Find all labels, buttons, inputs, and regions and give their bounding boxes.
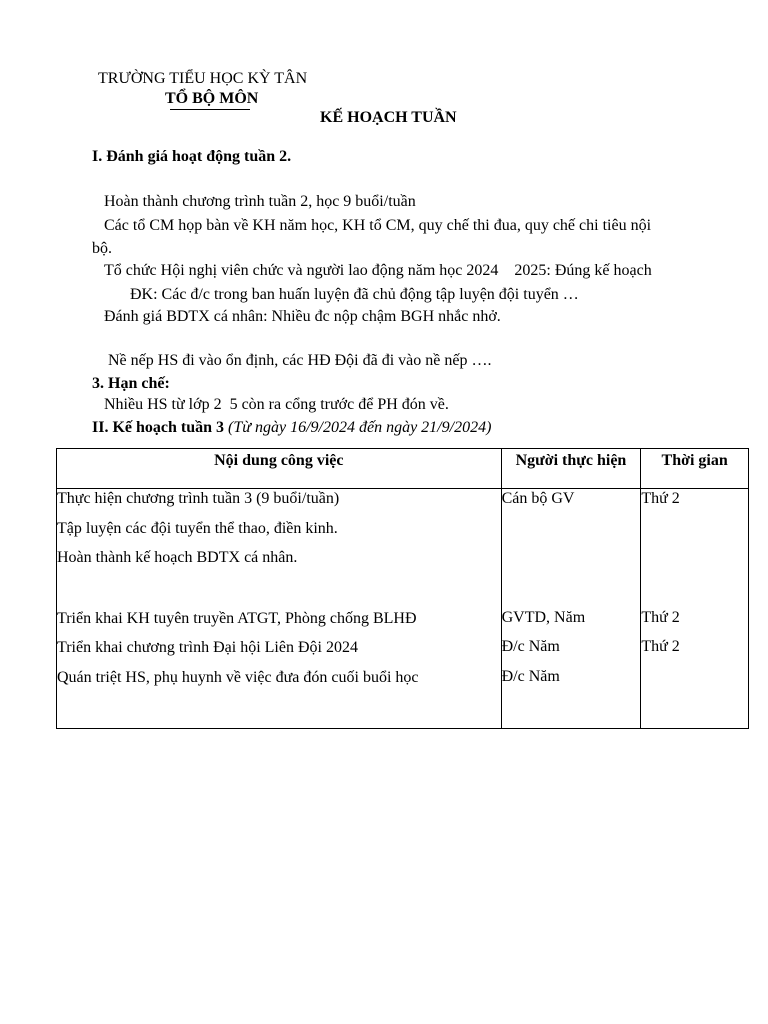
school-name: TRƯỜNG TIỂU HỌC KỲ TÂN	[98, 70, 308, 87]
section1-line: Hoàn thành chương trình tuần 2, học 9 buổi/tuần	[104, 193, 416, 210]
section2-title: II. Kế hoạch tuần 3	[92, 419, 225, 436]
department-underline	[170, 109, 250, 110]
section1-line: Nề nếp HS đi vào ổn định, các HĐ Đội đã đi vào nề nếp ….	[108, 352, 492, 369]
content-line: Tập luyện các đội tuyển thể thao, điền kinh.	[57, 519, 338, 537]
time-line: Thứ 2	[641, 638, 680, 655]
content-line: Quán triệt HS, phụ huynh về việc đưa đón cuối buổi học	[57, 668, 419, 686]
person-line: GVTD, Năm	[501, 608, 586, 626]
section3-line: Nhiều HS từ lớp 2 5 còn ra cổng trước để PH đón về.	[104, 396, 449, 413]
weekly-plan-table	[56, 448, 749, 729]
content-line: Triển khai KH tuyên truyền ATGT, Phòng chống BLHĐ	[57, 609, 417, 627]
person-line: Cán bộ GV	[501, 490, 575, 507]
content-line: Thực hiện chương trình tuần 3 (9 buổi/tuần)	[57, 490, 340, 507]
section1-line: bộ.	[92, 240, 112, 257]
content-line: Hoàn thành kế hoạch BDTX cá nhân.	[57, 549, 298, 566]
section1-line: ĐK: Các đ/c trong ban huấn luyện đã chủ động tập luyện đội tuyển …	[130, 286, 579, 303]
table-row	[57, 489, 749, 729]
section1-line: Tổ chức Hội nghị viên chức và người lao động năm học 2024 2025: Đúng kế hoạch	[104, 262, 652, 279]
document-title: KẾ HOẠCH TUẦN	[320, 109, 457, 126]
time-line: Thứ 2	[641, 490, 680, 507]
content-line: Triển khai chương trình Đại hội Liên Đội 2024	[57, 639, 358, 656]
person-line: Đ/c Năm	[501, 667, 560, 685]
content-cell	[57, 489, 502, 729]
header-time: Thời gian	[641, 449, 749, 489]
section1-heading: I. Đánh giá hoạt động tuần 2.	[92, 148, 292, 165]
section1-line: Các tổ CM họp bàn về KH năm học, KH tổ CM, quy chế thi đua, quy chế chi tiêu nội	[104, 217, 652, 234]
header-content: Nội dung công việc	[57, 449, 502, 489]
section1-line: Đánh giá BDTX cá nhân: Nhiều đc nộp chậm BGH nhắc nhở.	[104, 308, 501, 325]
section3-heading: 3. Hạn chế:	[92, 375, 170, 392]
header-person: Người thực hiện	[501, 449, 641, 489]
section2-date-range: (Từ ngày 16/9/2024 đến ngày 21/9/2024)	[228, 419, 492, 436]
person-line: Đ/c Năm	[501, 638, 560, 655]
time-line: Thứ 2	[641, 608, 680, 626]
person-cell	[501, 489, 641, 729]
department-name: TỔ BỘ MÔN	[165, 90, 259, 107]
table-header-row	[57, 449, 749, 489]
time-cell	[641, 489, 749, 729]
section2-heading	[92, 418, 491, 438]
